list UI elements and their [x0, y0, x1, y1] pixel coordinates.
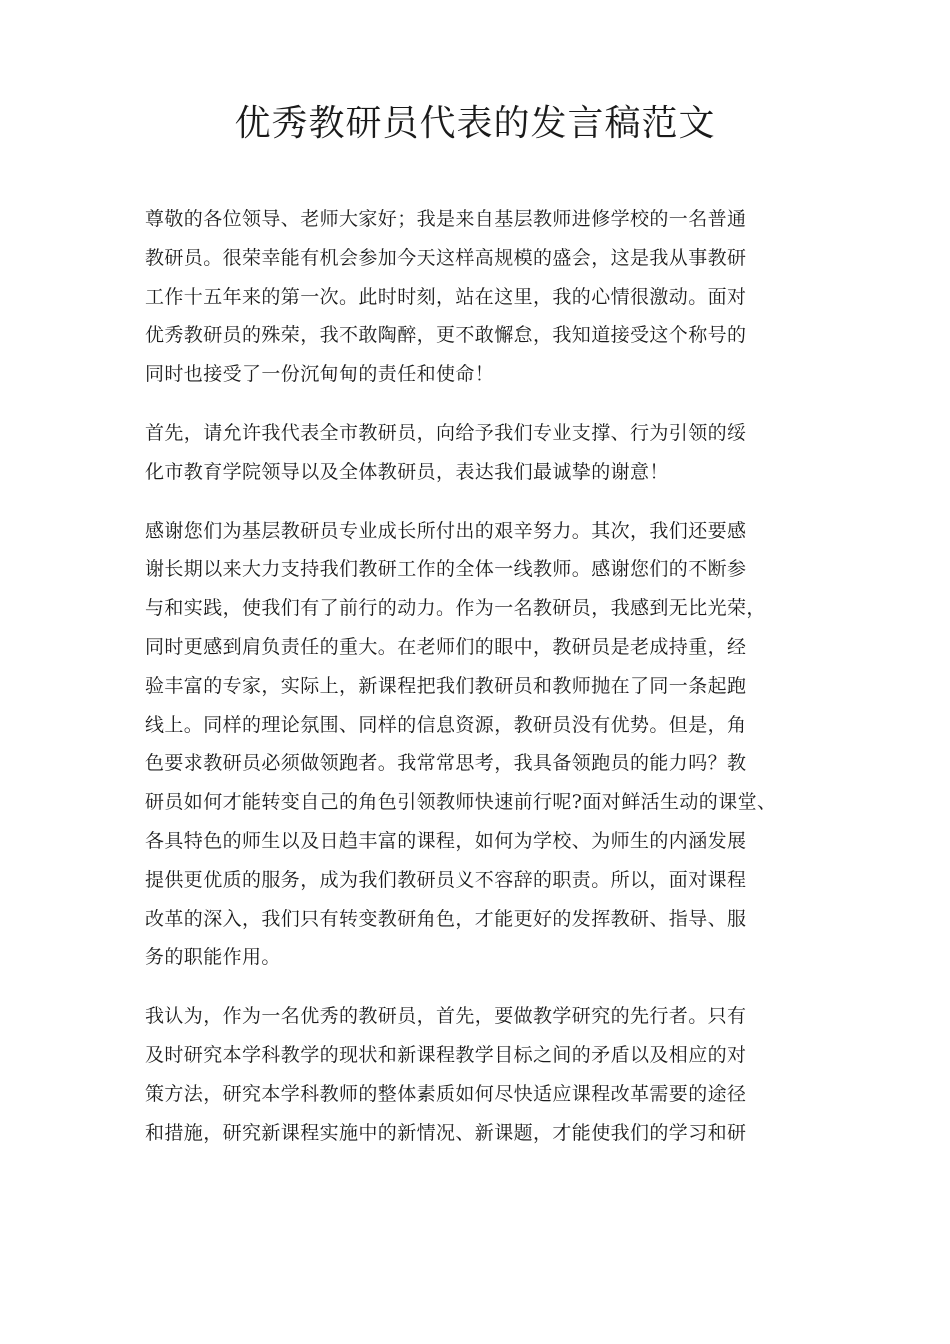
text-line: 谢长期以来大力支持我们教研工作的全体一线教师。感谢您们的不断参 — [145, 558, 747, 581]
text-line: 线上。同样的理论氛围、同样的信息资源，教研员没有优势。但是，角 — [145, 713, 747, 736]
text-line: 尊敬的各位领导、老师大家好；我是来自基层教师进修学校的一名普通 — [145, 208, 747, 230]
text-line: 同时也接受了一份沉甸甸的责任和使命！ — [145, 363, 495, 386]
text-line: 色要求教研员必须做领跑者。我常常思考，我具备领跑员的能力吗？教 — [145, 752, 747, 775]
paragraph-greeting — [145, 200, 817, 394]
paragraph-thanks — [145, 414, 817, 492]
text-line: 验丰富的专家，实际上，新课程把我们教研员和教师抛在了同一条起跑 — [145, 674, 747, 697]
text-line: 优秀教研员的殊荣，我不敢陶醉，更不敢懈怠，我知道接受这个称号的 — [145, 324, 747, 347]
paragraph-gratitude — [145, 512, 817, 978]
text-line: 务的职能作用。 — [145, 946, 281, 969]
text-line: 各具特色的师生以及日趋丰富的课程，如何为学校、为师生的内涵发展 — [145, 829, 747, 852]
text-line: 改革的深入，我们只有转变教研角色，才能更好的发挥教研、指导、服 — [145, 907, 747, 930]
text-line: 感谢您们为基层教研员专业成长所付出的艰辛努力。其次，我们还要感 — [145, 519, 747, 542]
text-line: 教研员。很荣幸能有机会参加今天这样高规模的盛会，这是我从事教研 — [145, 246, 747, 269]
document-title: 优秀教研员代表的发言稿范文 — [234, 103, 716, 144]
text-line: 提供更优质的服务，成为我们教研员义不容辞的职责。所以，面对课程 — [145, 868, 747, 891]
text-line: 同时更感到肩负责任的重大。在老师们的眼中，教研员是老成持重，经 — [145, 635, 747, 658]
text-line: 研员如何才能转变自己的角色引领教师快速前行呢?面对鲜活生动的课堂、 — [145, 791, 777, 814]
text-line: 策方法，研究本学科教师的整体素质如何尽快适应课程改革需要的途径 — [145, 1082, 747, 1105]
text-line: 首先，请允许我代表全市教研员，向给予我们专业支撑、行为引领的绥 — [145, 421, 747, 444]
text-line: 及时研究本学科教学的现状和新课程教学目标之间的矛盾以及相应的对 — [145, 1043, 747, 1066]
text-line: 与和实践，使我们有了前行的动力。作为一名教研员，我感到无比光荣， — [145, 597, 766, 620]
paragraph-opinion — [145, 997, 817, 1152]
text-line: 我认为，作为一名优秀的教研员，首先，要做教学研究的先行者。只有 — [145, 1005, 747, 1028]
text-line: 和措施，研究新课程实施中的新情况、新课题，才能使我们的学习和研 — [145, 1121, 747, 1144]
document-body — [145, 200, 817, 1172]
text-line: 化市教育学院领导以及全体教研员，表达我们最诚挚的谢意！ — [145, 460, 669, 483]
text-line: 工作十五年来的第一次。此时时刻，站在这里，我的心情很激动。面对 — [145, 285, 747, 308]
